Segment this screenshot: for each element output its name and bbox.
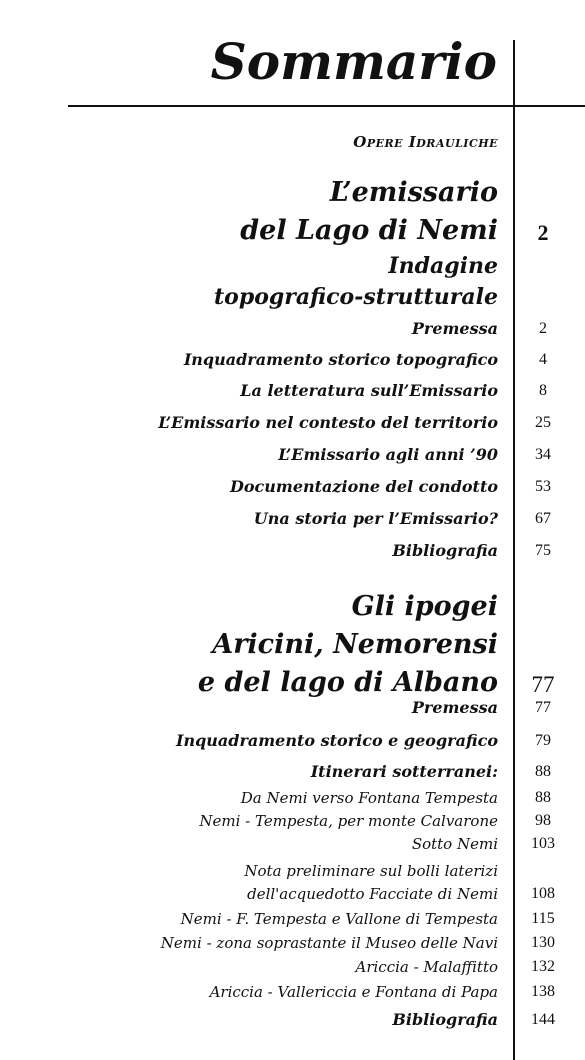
toc-entry[interactable]	[0, 345, 585, 369]
toc-sub-entry-page: 103	[531, 835, 555, 852]
toc-sub-entry-label: Ariccia - Malaffitto	[355, 958, 498, 976]
toc-sub-entry[interactable]	[0, 954, 585, 976]
toc-entry-label: Bibliografia	[392, 541, 498, 560]
toc-entry-label: Documentazione del condotto	[229, 477, 498, 496]
toc-sub-entry-label: Nemi - F. Tempesta e Vallone di Tempesta	[180, 910, 498, 928]
toc-entry[interactable]	[0, 472, 585, 496]
part1-subheading-line-2	[0, 281, 585, 310]
toc-entry-page: 67	[535, 510, 551, 527]
part1-subheading-text: Indagine	[388, 253, 498, 279]
toc-sub-entry-page: 130	[531, 934, 555, 951]
toc-entry-label: Una storia per l’Emissario?	[253, 509, 498, 528]
toc-entry[interactable]	[0, 376, 585, 400]
part2-heading-line-1	[0, 586, 585, 622]
toc-sub-entry	[0, 858, 585, 880]
part1-heading-page: 2	[537, 220, 549, 245]
toc-sub-entry-page: 88	[535, 789, 551, 806]
toc-entry-label: L’Emissario agli anni ’90	[278, 445, 498, 464]
toc-entry[interactable]	[0, 536, 585, 560]
toc-entry[interactable]	[0, 757, 585, 781]
part1-heading-text: L’emissario	[329, 177, 498, 208]
part1-heading-line-1	[0, 172, 585, 208]
toc-entry-page: 79	[535, 732, 551, 749]
toc-sub-entry-page: 108	[531, 885, 555, 902]
toc-sub-entry-label: Nota preliminare sul bolli laterizi	[244, 862, 498, 880]
toc-entry[interactable]	[0, 504, 585, 528]
part2-heading-page: 77	[531, 672, 555, 697]
part2-heading-line-2	[0, 624, 585, 660]
section-label-row	[0, 127, 585, 151]
toc-entry-page: 77	[535, 699, 551, 716]
toc-entry-label: L’Emissario nel contesto del territorio	[158, 413, 498, 432]
toc-sub-entry[interactable]	[0, 930, 585, 952]
toc-entry-label: Premessa	[411, 698, 498, 717]
part1-heading-line-2	[0, 210, 585, 246]
toc-entry-page: 25	[535, 414, 551, 431]
toc-entry[interactable]	[0, 314, 585, 338]
toc-entry[interactable]	[0, 408, 585, 432]
toc-entry-page: 144	[531, 1011, 555, 1028]
toc-sub-entry[interactable]	[0, 881, 585, 903]
part1-heading-text: del Lago di Nemi	[240, 215, 498, 246]
toc-entry-page: 2	[539, 320, 547, 337]
page-title: Sommario	[210, 32, 497, 91]
toc-entry-label: Inquadramento storico topografico	[183, 350, 498, 369]
toc-entry-label: La letteratura sull’Emissario	[240, 381, 498, 400]
part1-subheading-line-1	[0, 250, 585, 279]
toc-entry-label: Premessa	[411, 319, 498, 338]
part2-heading-text: Gli ipogei	[351, 591, 498, 622]
toc-entry[interactable]	[0, 440, 585, 464]
toc-entry-page: 34	[535, 446, 551, 463]
toc-entry[interactable]	[0, 693, 585, 717]
toc-sub-entry[interactable]	[0, 979, 585, 1001]
toc-sub-entry-page: 98	[535, 812, 551, 829]
toc-entry[interactable]	[0, 726, 585, 750]
part1-subheading-text: topografico-strutturale	[214, 284, 498, 310]
part2-heading-text: e del lago di Albano	[197, 667, 498, 698]
toc-sub-entry[interactable]	[0, 808, 585, 830]
toc-sub-entry[interactable]	[0, 831, 585, 853]
toc-entry-page: 8	[539, 382, 547, 399]
toc-sub-entry-label: Sotto Nemi	[411, 835, 498, 853]
toc-sub-entry-label: Nemi - zona soprastante il Museo delle Navi	[160, 934, 498, 952]
toc-entry-page: 53	[535, 478, 551, 495]
toc-entry-label: Itinerari sotterranei:	[310, 762, 498, 781]
toc-sub-entry-label: Ariccia - Vallericcia e Fontana di Papa	[209, 983, 498, 1001]
toc-sub-entry[interactable]	[0, 785, 585, 807]
toc-entry-label: Bibliografia	[392, 1010, 498, 1029]
toc-sub-entry-page: 132	[531, 958, 555, 975]
toc-entry-page: 88	[535, 763, 551, 780]
toc-entry[interactable]	[0, 1005, 585, 1029]
toc-entry-label: Inquadramento storico e geografico	[175, 731, 498, 750]
toc-entry-page: 4	[539, 351, 547, 368]
section-label: Opere Idrauliche	[353, 133, 498, 151]
toc-sub-entry-label: dell'acquedotto Facciate di Nemi	[247, 885, 498, 903]
toc-entry-page: 75	[535, 542, 551, 559]
toc-sub-entry[interactable]	[0, 906, 585, 928]
toc-sub-entry-label: Da Nemi verso Fontana Tempesta	[240, 789, 498, 807]
toc-sub-entry-page: 138	[531, 983, 555, 1000]
toc-sub-entry-page: 115	[531, 910, 555, 927]
part2-heading-text: Aricini, Nemorensi	[212, 629, 498, 660]
toc-sub-entry-label: Nemi - Tempesta, per monte Calvarone	[199, 812, 498, 830]
